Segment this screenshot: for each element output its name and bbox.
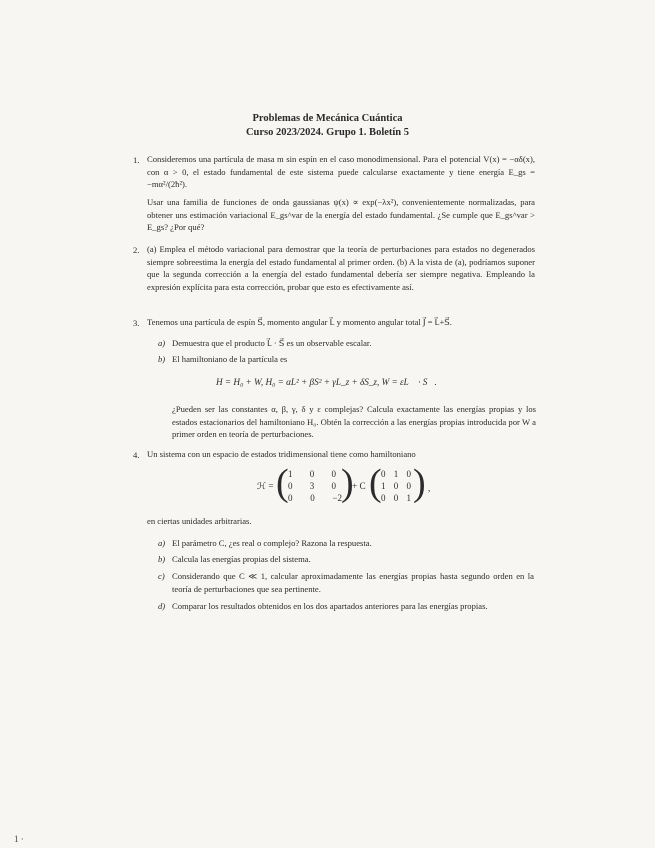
problem-number: 3. (133, 318, 140, 328)
matrix-a-row: 0 3 0 (288, 481, 336, 491)
corner-mark: 1 · (14, 834, 24, 844)
matrix-a-row: 0 0 −2 (288, 493, 342, 503)
problem-4-intro: Un sistema con un espacio de estados tridimensional tiene como hamiltoniano (147, 449, 416, 459)
item-label: a) (158, 338, 166, 348)
problem-number: 4. (133, 450, 140, 460)
problem-number: 2. (133, 245, 140, 255)
problem-4c-text: Considerando que C ≪ 1, calcular aproximadamente las energías propias hasta segundo orden en la teoría de perturbaciones que sea pertinente. (172, 571, 534, 594)
problem-2-statement: (a) Emplea el método variacional para demostrar que la teoría de perturbaciones para estados no degenerados siempre sobreestima la energía del estado fundamental al primer orden. (b) A la vista de (a), podríamos suponer que la segunda corrección a la energía del estado fundamental debería ser siempre negativa. Empleando la expresión explícita para esta corrección, probar que esto es efectivamente así. (147, 244, 535, 292)
item-label: a) (158, 538, 166, 548)
problem-4b-text: Calcula las energías propias del sistema. (172, 554, 311, 564)
item-label: b) (158, 554, 166, 564)
problem-1-question: Usar una familia de funciones de onda gaussianas ψ(x) ∝ exp(−λx²), convenientemente normalizadas, para obtener uns estimación variacional E_gs^var de la energía del estado fundamental. ¿Se cumple que E_gs^var > E_gs? ¿Por qué? (147, 197, 535, 233)
matrix-end: , (428, 483, 431, 493)
problem-3b-followup: ¿Pueden ser las constantes α, β, γ, δ y ε complejas? Calcula exactamente las energías propias y los estados estacionarios del hamiltoniano H₀. Obtén la corrección a las energías propias introducida por W a primer orden en teoría de perturbaciones. (172, 404, 536, 440)
problem-1-statement: Consideremos una partícula de masa m sin espín en el caso monodimensional. Para el potencial V(x) = −αδ(x), con α > 0, el estado fundamental de este sistema puede calcularse exactamente y tiene energía E_gs = −mα²/(2ħ²). (147, 154, 535, 190)
problem-4a-text: El parámetro C, ¿es real o complejo? Razona la respuesta. (172, 538, 372, 548)
matrix-a-row: 1 0 0 (288, 469, 336, 479)
matrix-b-row: 0 1 0 (381, 469, 411, 479)
matrix-bracket: ) (413, 462, 426, 504)
problem-4d-text: Comparar los resultados obtenidos en los dos apartados anteriores para las energías propias. (172, 601, 488, 611)
matrix-label: ℋ = (257, 481, 274, 491)
item-label: b) (158, 354, 166, 364)
matrix-b-row: 1 0 0 (381, 481, 411, 491)
problem-3-intro: Tenemos una partícula de espín S⃗, momento angular L⃗ y momento angular total J⃗ = L⃗+S⃗. (147, 317, 452, 327)
matrix-bracket: ( (369, 462, 382, 504)
matrix-bracket: ) (341, 462, 354, 504)
matrix-bracket: ( (276, 462, 289, 504)
document-subtitle: Curso 2023/2024. Grupo 1. Boletín 5 (245, 127, 410, 138)
matrix-b-row: 0 0 1 (381, 493, 411, 503)
item-label: c) (158, 571, 165, 581)
problem-3a-text: Demuestra que el producto L⃗ · S⃗ es un observable escalar. (172, 338, 372, 348)
problem-4-units: en ciertas unidades arbitrarias. (147, 516, 252, 526)
hamiltonian-equation: H = H₀ + W, H₀ = αL² + βS² + γL_z + δS_z, W = εL⃗ · S⃗. (216, 377, 437, 387)
problem-3b-text: El hamiltoniano de la partícula es (172, 354, 288, 364)
matrix-plus-c: + C (352, 481, 366, 491)
document-title: Problemas de Mecánica Cuántica (252, 113, 403, 124)
item-label: d) (158, 601, 166, 611)
problem-number: 1. (133, 155, 140, 165)
